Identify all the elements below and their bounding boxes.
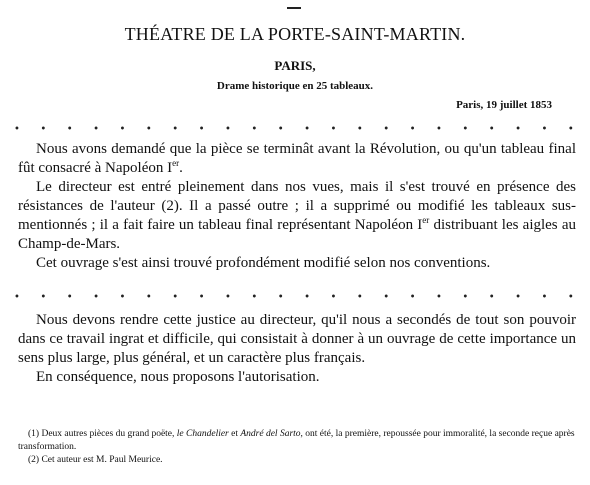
paragraph-modified: Cet ouvrage s'est ainsi trouvé profondément modifié selon nos conventions. <box>36 255 491 271</box>
footnote-1-title-chandelier: le Chandelier <box>176 429 229 439</box>
paragraph-director-text: Le directeur est entré pleinement dans nos vues, mais il s'est trouvé en présence des résistances de l'auteur (2). Il a passé outre ; il a supprimé ou modifié les tableaux sus-mentionnés ; il a fait faire un tableau final représentant Napoléon I <box>18 179 576 233</box>
top-rule <box>287 7 301 9</box>
footnote-1-start: (1) Deux autres pièces du grand poëte, <box>28 429 177 439</box>
dateline: Paris, 19 juillet 1853 <box>456 99 552 111</box>
paragraph-request-text: Nous avons demandé que la pièce se terminât avant la Révolution, ou qu'un tableau final fût consacré à Napoléon I <box>18 141 576 176</box>
genre-subtitle: Drame historique en 25 tableaux. <box>216 80 374 92</box>
paragraph-conclusion: En conséquence, nous proposons l'autorisation. <box>36 369 320 385</box>
paragraph-request-end: . <box>179 160 183 176</box>
footnotes <box>18 428 578 467</box>
body-block-second <box>18 311 576 387</box>
footnote-1 <box>18 428 578 454</box>
footnote-1-conj: et <box>228 429 241 439</box>
footnote-1-title-andre: André del Sarto <box>240 429 301 439</box>
footnote-2: (2) Cet auteur est M. Paul Meurice. <box>28 455 163 465</box>
dotted-separator-middle <box>14 293 574 303</box>
body-block-first <box>18 140 576 273</box>
superscript-er: er <box>172 158 180 168</box>
dotted-separator-top <box>14 125 574 135</box>
paragraph-request <box>18 140 576 178</box>
superscript-er: er <box>422 215 430 225</box>
paragraph-director <box>18 178 576 254</box>
footnote-1-end: , ont été, la première, repoussée pour immoralité, la seconde reçue après transformation. <box>18 429 575 452</box>
paragraph-justice: Nous devons rendre cette justice au directeur, qu'il nous a secondés de tout son pouvoir dans ce travail ingrat et difficile, qui consistait à donner à un ouvrage de cette importance un sens plus large, plus général, et un caractère plus français. <box>18 312 576 366</box>
paragraph-director-end: distribuant les aigles au Champ-de-Mars. <box>18 217 576 252</box>
city-heading: PARIS, <box>274 58 316 73</box>
theatre-heading: THÉATRE DE LA PORTE-SAINT-MARTIN. <box>124 24 466 44</box>
